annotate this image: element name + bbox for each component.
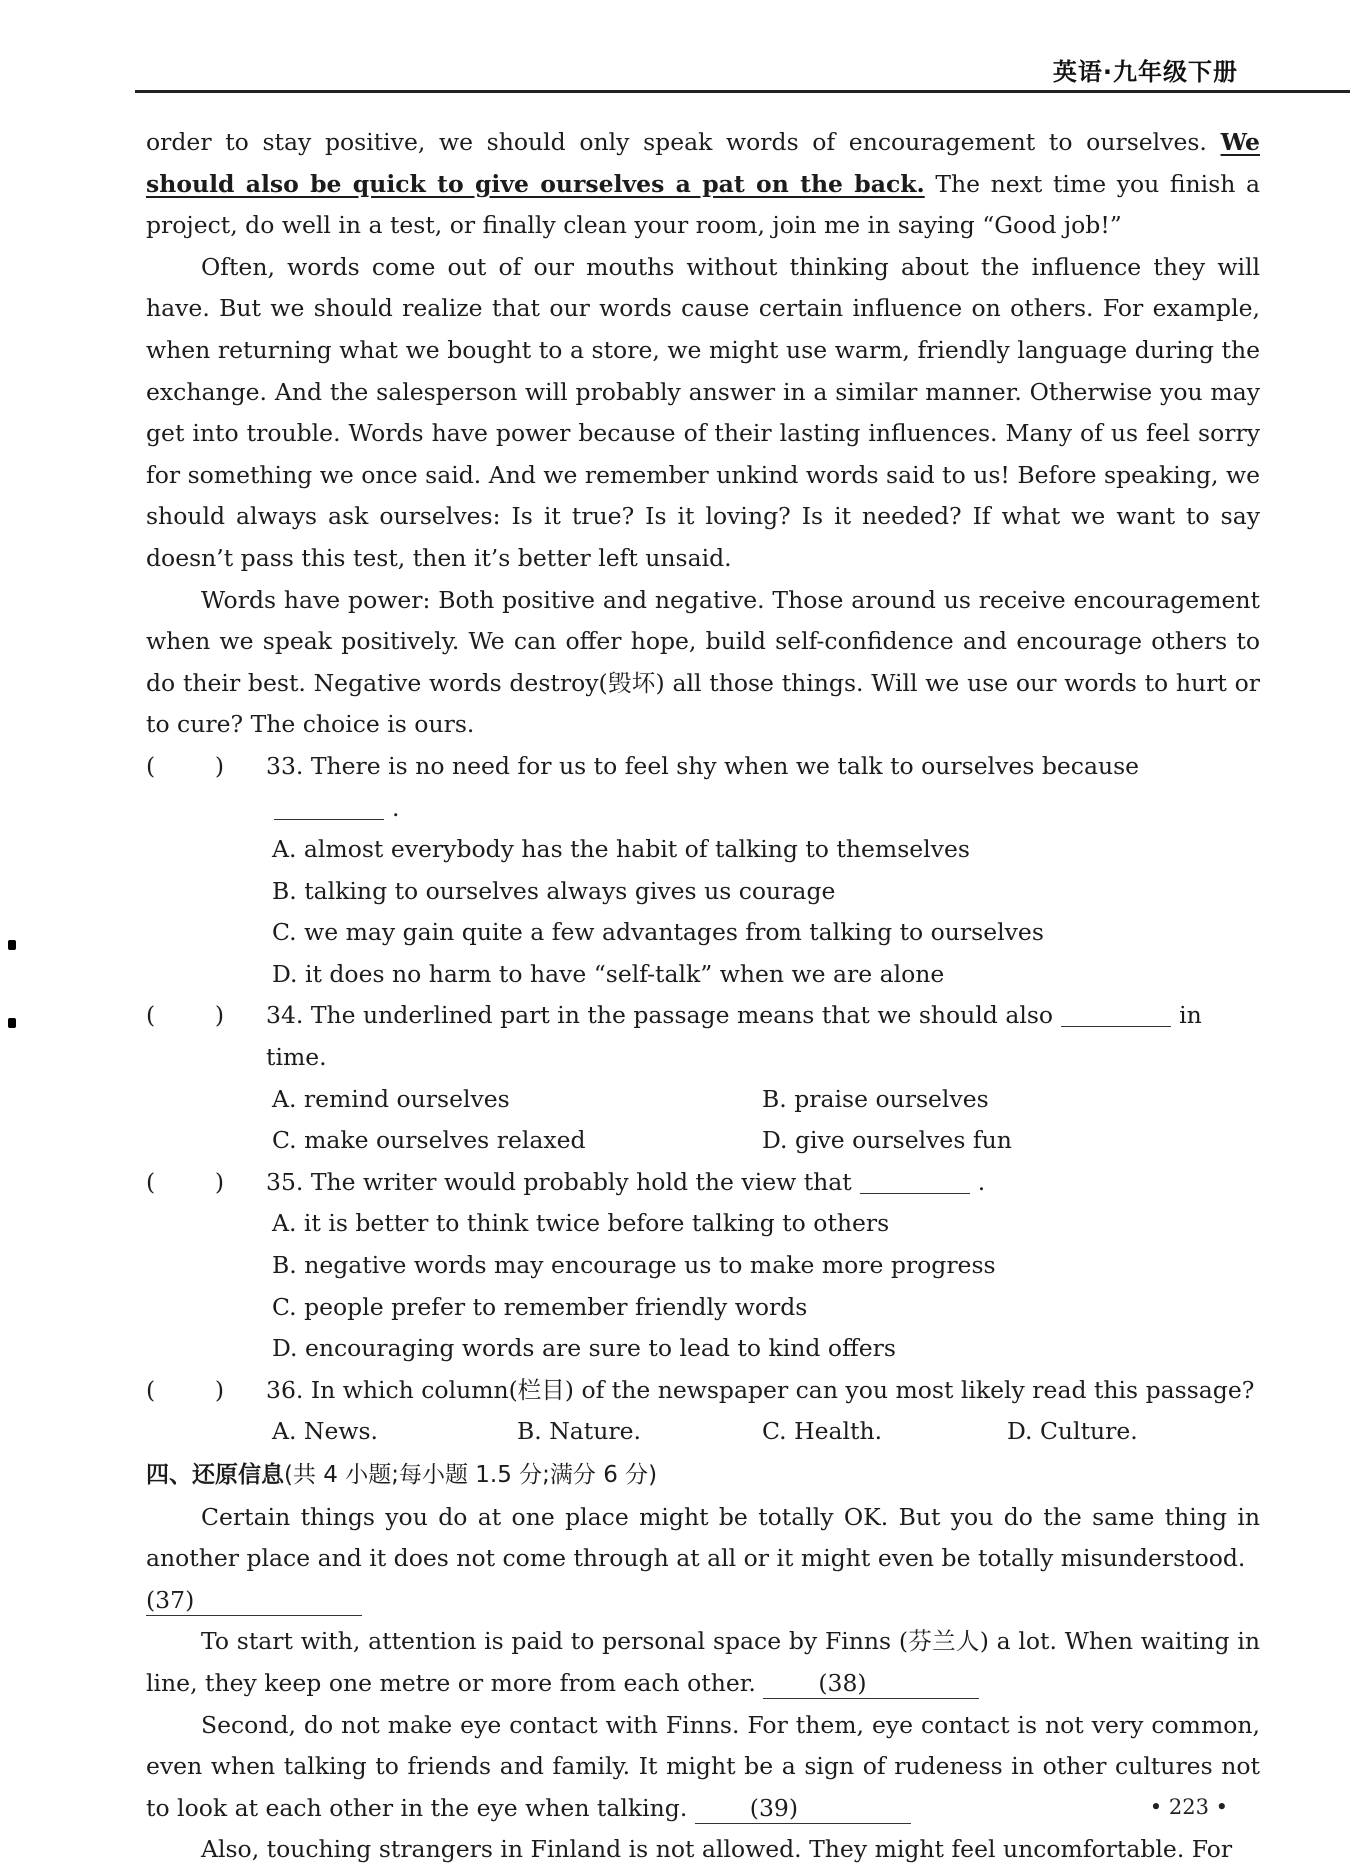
option-b: B. negative words may encourage us to make more progress: [272, 1251, 996, 1280]
question-34: [146, 995, 1260, 1161]
page-number: • 223 •: [1149, 1795, 1228, 1819]
question-stem: 34. The underlined part in the passage means that we should also in time.: [266, 1001, 1202, 1072]
answer-blank: [1061, 1002, 1171, 1027]
question-stem: 36. In which column(栏目) of the newspaper can you most likely read this passage?: [266, 1375, 1255, 1404]
section-4-paragraph-3: Second, do not make eye contact with Finns. For them, eye contact is not very common, even when talking to friends and family. It might be a sign of rudeness in other cultures not to look at each other in the eye when talking. (39): [146, 1710, 1260, 1822]
page-header: [0, 40, 1350, 100]
question-35: [146, 1162, 1260, 1370]
underlined-sentence: We should also be quick to give ourselves a pat on the back.: [146, 128, 1260, 198]
section-4-paragraph-2: To start with, attention is paid to personal space by Finns (芬兰人) a lot. When waiting in line, they keep one metre or more from each other. (38): [146, 1627, 1260, 1697]
option-d: D. Culture.: [1007, 1417, 1138, 1446]
option-a: A. News.: [272, 1417, 379, 1446]
section-4-paragraph-1: Certain things you do at one place might be totally OK. But you do the same thing in another place and it does not come through at all or it might even be totally misunderstood.: [146, 1502, 1260, 1573]
option-a: A. it is better to think twice before talking to others: [272, 1209, 890, 1238]
margin-mark: [8, 1018, 16, 1028]
section-title: 四、还原信息: [146, 1462, 284, 1488]
option-c: C. people prefer to remember friendly words: [272, 1292, 808, 1321]
section-4-heading: [146, 1455, 1260, 1497]
question-36: [146, 1370, 1260, 1453]
answer-paren[interactable]: ( ): [146, 1375, 225, 1404]
option-d: D. give ourselves fun: [762, 1126, 1012, 1155]
option-c: C. we may gain quite a few advantages from talking to ourselves: [272, 918, 1044, 947]
answer-blank: [860, 1169, 970, 1194]
answer-paren[interactable]: ( ): [146, 1167, 225, 1196]
option-c: C. make ourselves relaxed: [272, 1126, 586, 1155]
passage-paragraph-1: order to stay positive, we should only speak words of encouragement to ourselves. We should also be quick to give ourselves a pat on the back. The next time you finish a project, do well in a test, or finally clean your room, join me in saying “Good job!”: [146, 128, 1261, 240]
section-4-paragraph-4: Also, touching strangers in Finland is not allowed. They might feel uncomfortable. For: [201, 1835, 1233, 1864]
margin-mark: [8, 940, 16, 950]
option-a: A. remind ourselves: [272, 1084, 510, 1113]
option-a: A. almost everybody has the habit of talking to themselves: [272, 835, 970, 864]
option-d: D. it does no harm to have “self-talk” when we are alone: [272, 959, 945, 988]
option-d: D. encouraging words are sure to lead to kind offers: [272, 1334, 896, 1363]
gap-38[interactable]: (38): [763, 1668, 979, 1699]
option-b: B. praise ourselves: [762, 1084, 989, 1113]
option-b: B. Nature.: [517, 1417, 641, 1446]
option-c: C. Health.: [762, 1417, 883, 1446]
answer-blank: [274, 795, 384, 820]
passage-paragraph-3: Words have power: Both positive and negative. Those around us receive encouragement when we speak positively. We can offer hope, build self-confidence and encourage others to do their best. Negative words destroy(毁坏) all those things. Will we use our words to hurt or to cure? The choice is ours.: [146, 585, 1260, 739]
answer-paren[interactable]: ( ): [146, 1001, 225, 1030]
question-stem: 35. The writer would probably hold the view that .: [266, 1167, 986, 1196]
page-content: [146, 122, 1260, 1871]
question-stem: 33. There is no need for us to feel shy when we talk to ourselves because.: [266, 751, 1140, 822]
gap-39[interactable]: (39): [695, 1793, 911, 1824]
passage-paragraph-2: Often, words come out of our mouths without thinking about the influence they will have. But we should realize that our words cause certain influence on others. For example, when returning what we bought to a store, we might use warm, friendly language during the exchange. And the salesperson will probably answer in a similar manner. Otherwise you may get into trouble. Words have power because of their lasting influences. Many of us feel sorry for something we once said. And we remember unkind words said to us! Before speaking, we should always ask ourselves: Is it true? Is it loving? Is it needed? If what we want to say doesn’t pass this test, then it’s better left unsaid.: [146, 252, 1260, 572]
section-note: (共 4 小题;每小题 1.5 分;满分 6 分): [284, 1462, 658, 1488]
header-rule: [135, 90, 1350, 93]
option-b: B. talking to ourselves always gives us courage: [272, 876, 836, 905]
book-title: 英语·九年级下册: [1052, 58, 1238, 86]
question-33: [146, 746, 1260, 996]
gap-37[interactable]: (37): [146, 1585, 362, 1616]
answer-paren[interactable]: ( ): [146, 751, 225, 780]
